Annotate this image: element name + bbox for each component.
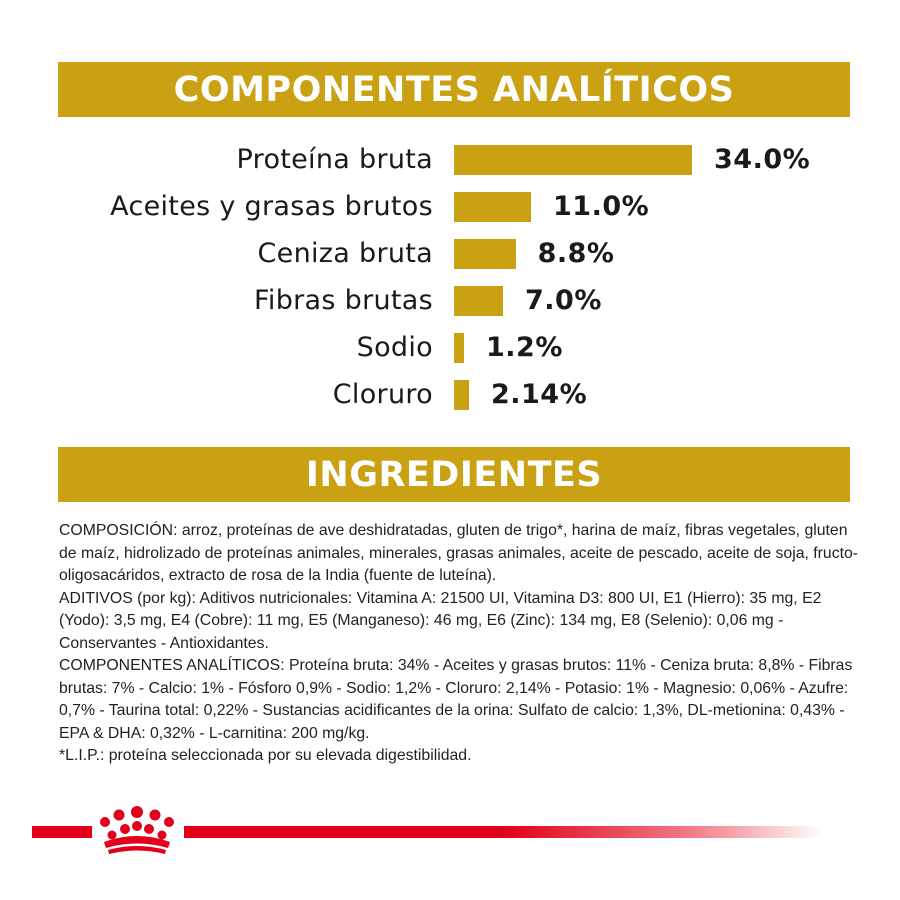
ingredients-title: INGREDIENTES xyxy=(305,454,603,495)
nutrient-bar xyxy=(454,286,503,316)
nutrient-bar xyxy=(454,239,516,269)
nutrient-label: Cloruro xyxy=(332,379,433,410)
nutrient-row xyxy=(0,281,900,321)
nutrient-row xyxy=(0,234,900,274)
nutrient-bar xyxy=(454,380,469,410)
additives-text: ADITIVOS (por kg): Aditivos nutricionales: Vitamina A: 21500 UI, Vitamina D3: 800 UI, E1 (Hierro): 35 mg, E2 (Yodo): 3,5 mg, E4 (Cobre): 11 mg, E5 (Manganeso): 46 mg, E6 (Zinc): 134 mg, E8 (Selenio): 0,06 mg - Conservantes - Antioxidantes. xyxy=(59,589,822,652)
nutrient-label: Ceniza bruta xyxy=(257,238,433,269)
nutrient-label: Fibras brutas xyxy=(254,285,433,316)
footer-line-right xyxy=(184,826,824,838)
royal-canin-crown-icon xyxy=(94,806,180,856)
nutrient-value: 11.0% xyxy=(553,191,650,222)
nutrient-bar xyxy=(454,145,692,175)
nutrient-value: 1.2% xyxy=(486,332,563,363)
nutrient-row xyxy=(0,328,900,368)
nutrient-value: 8.8% xyxy=(537,238,615,269)
footnote-text: *L.I.P.: proteína seleccionada por su elevada digestibilidad. xyxy=(59,747,472,764)
analytic-components-banner xyxy=(58,62,850,117)
nutrient-bar xyxy=(454,333,464,363)
nutrient-row xyxy=(0,140,900,180)
footer-line-left xyxy=(32,826,92,838)
nutrient-row xyxy=(0,187,900,227)
composition-text: COMPOSICIÓN: arroz, proteínas de ave deshidratadas, gluten de trigo*, harina de maíz, fibras vegetales, gluten de maíz, hidrolizado de proteínas animales, minerales, grasas animales, aceite de pescado, aceite de soja, fructo-oligosacáridos, extracto de rosa de la India (fuente de luteína). xyxy=(59,522,859,584)
nutrient-value: 7.0% xyxy=(525,285,602,316)
ingredients-banner xyxy=(58,447,850,502)
ingredients-text xyxy=(59,520,859,768)
nutrient-value: 2.14% xyxy=(490,379,588,410)
nutrient-label: Proteína bruta xyxy=(236,144,433,175)
nutrient-label: Aceites y grasas brutos xyxy=(110,191,433,222)
nutrient-value: 34.0% xyxy=(714,144,811,175)
nutrient-row xyxy=(0,375,900,415)
analytic-components-title: COMPONENTES ANALÍTICOS xyxy=(173,69,735,110)
nutrient-bar xyxy=(454,192,531,222)
analytic-components-text: COMPONENTES ANALÍTICOS: Proteína bruta: 34% - Aceites y grasas brutos: 11% - Ceniza bruta: 8,8% - Fibras brutas: 7% - Calcio: 1% - Fósforo 0,9% - Sodio: 1,2% - Cloruro: 2,14% - Potasio: 1% - Magnesio: 0,06% - Azufre: 0,7% - Taurina total: 0,22% - Sustancias acidificantes de la orina: Sulfato de calcio: 1,3%, DL-metionina: 0,43% - EPA & DHA: 0,32% - L-carnitina: 200 mg/kg. xyxy=(59,657,853,742)
nutrient-label: Sodio xyxy=(356,332,433,363)
